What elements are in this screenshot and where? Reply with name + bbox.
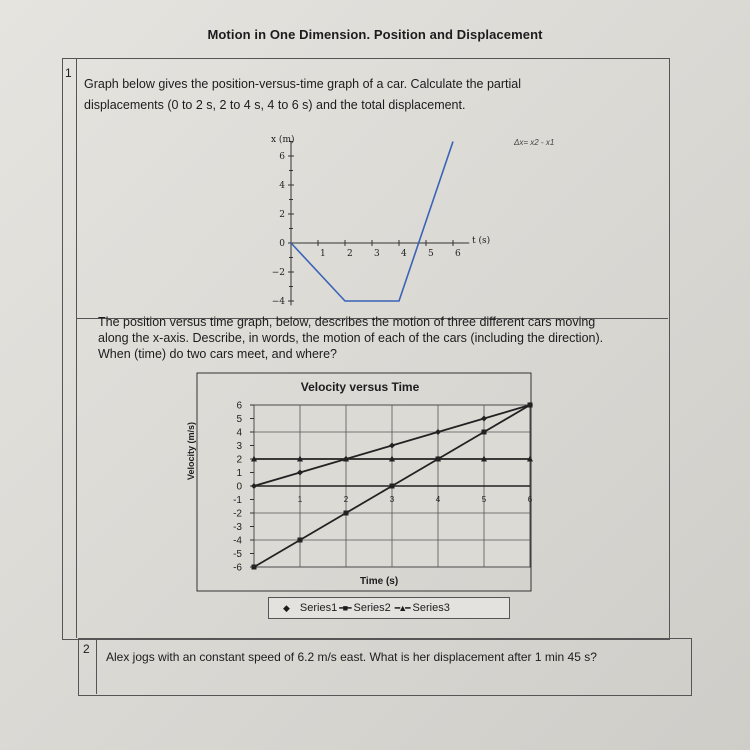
position-x-tick-label: 4 xyxy=(401,249,407,259)
velocity-y-tick-label: -2 xyxy=(233,508,242,520)
velocity-y-tick-label: -5 xyxy=(233,549,242,560)
position-x-tick-label: 1 xyxy=(320,249,326,259)
velocity-y-tick-label: -6 xyxy=(233,562,242,574)
velocity-y-tick-label: 6 xyxy=(236,400,242,412)
velocity-chart-title: Velocity versus Time xyxy=(300,380,420,394)
question-1-number: 1 xyxy=(65,66,72,80)
position-series-line xyxy=(291,142,453,302)
question-1b-line-3: When (time) do two cars meet, and where? xyxy=(98,347,337,361)
question-2-number: 2 xyxy=(83,642,90,656)
series2-label: Series2 xyxy=(353,602,391,614)
position-y-tick-label: 0 xyxy=(279,239,285,249)
position-x-tick-label: 6 xyxy=(455,249,461,259)
position-axis-label: x (m) xyxy=(271,135,295,145)
series1-label: Series1 xyxy=(299,602,338,614)
series2-point xyxy=(482,430,487,435)
question-1-line-1: Graph below gives the position-versus-time graph of a car. Calculate the partial xyxy=(84,77,522,91)
series2-point xyxy=(252,565,257,570)
position-y-tick-label: 4 xyxy=(279,181,285,191)
question-2-box xyxy=(78,638,692,696)
handwritten-note: Δx= x2 - x1 xyxy=(514,138,555,147)
velocity-y-tick-label: 5 xyxy=(236,414,242,425)
question-1b-line-1: The position versus time graph, below, describes the motion of three different cars moving xyxy=(98,315,596,329)
question-2-text: Alex jogs with an constant speed of 6.2 m/s east. What is her displacement after 1 min 45 s? xyxy=(106,650,597,664)
time-axis-label: t (s) xyxy=(472,236,491,246)
page-title: Motion in One Dimension. Position and Displacement xyxy=(207,27,543,42)
velocity-x-tick-label: 5 xyxy=(481,495,487,505)
position-y-tick-label: −2 xyxy=(271,268,285,278)
velocity-chart-xlabel: Time (s) xyxy=(360,576,399,587)
series2-point xyxy=(298,538,303,543)
velocity-y-tick-label: -1 xyxy=(233,495,242,506)
velocity-y-tick-label: 2 xyxy=(236,454,242,466)
velocity-y-tick-label: 4 xyxy=(236,427,242,439)
series3-label: Series3 xyxy=(412,602,450,614)
position-x-tick-label: 3 xyxy=(374,249,380,259)
velocity-chart-ylabel: Velocity (m/s) xyxy=(186,421,196,480)
series1-marker: ◆ xyxy=(283,602,290,613)
velocity-y-tick-label: 1 xyxy=(236,468,242,479)
position-y-tick-label: −4 xyxy=(271,297,285,307)
position-y-tick-label: 2 xyxy=(279,210,285,220)
velocity-x-tick-label: 1 xyxy=(297,495,303,505)
velocity-x-tick-label: 6 xyxy=(527,495,533,505)
position-x-tick-label: 5 xyxy=(428,249,434,259)
position-y-tick-label: 6 xyxy=(279,152,285,162)
question-1b-line-2: along the x-axis. Describe, in words, the motion of each of the cars (including the direction). xyxy=(98,331,604,345)
velocity-y-tick-label: -3 xyxy=(233,522,242,533)
series2-point xyxy=(344,511,349,516)
series3-marker: ━▲━ xyxy=(394,602,409,613)
position-x-tick-label: 2 xyxy=(347,249,353,259)
velocity-x-tick-label: 3 xyxy=(389,495,395,505)
velocity-y-tick-label: 0 xyxy=(236,481,242,493)
velocity-x-tick-label: 2 xyxy=(343,495,349,505)
chart-legend xyxy=(268,597,510,619)
question-1-line-2: displacements (0 to 2 s, 2 to 4 s, 4 to 6 s) and the total displacement. xyxy=(84,98,466,112)
velocity-y-tick-label: -4 xyxy=(233,535,242,547)
velocity-x-tick-label: 4 xyxy=(435,495,441,505)
series2-point xyxy=(528,403,533,408)
series2-marker: ━■━ xyxy=(339,602,350,613)
velocity-y-tick-label: 3 xyxy=(236,441,242,452)
series2-point xyxy=(390,484,395,489)
